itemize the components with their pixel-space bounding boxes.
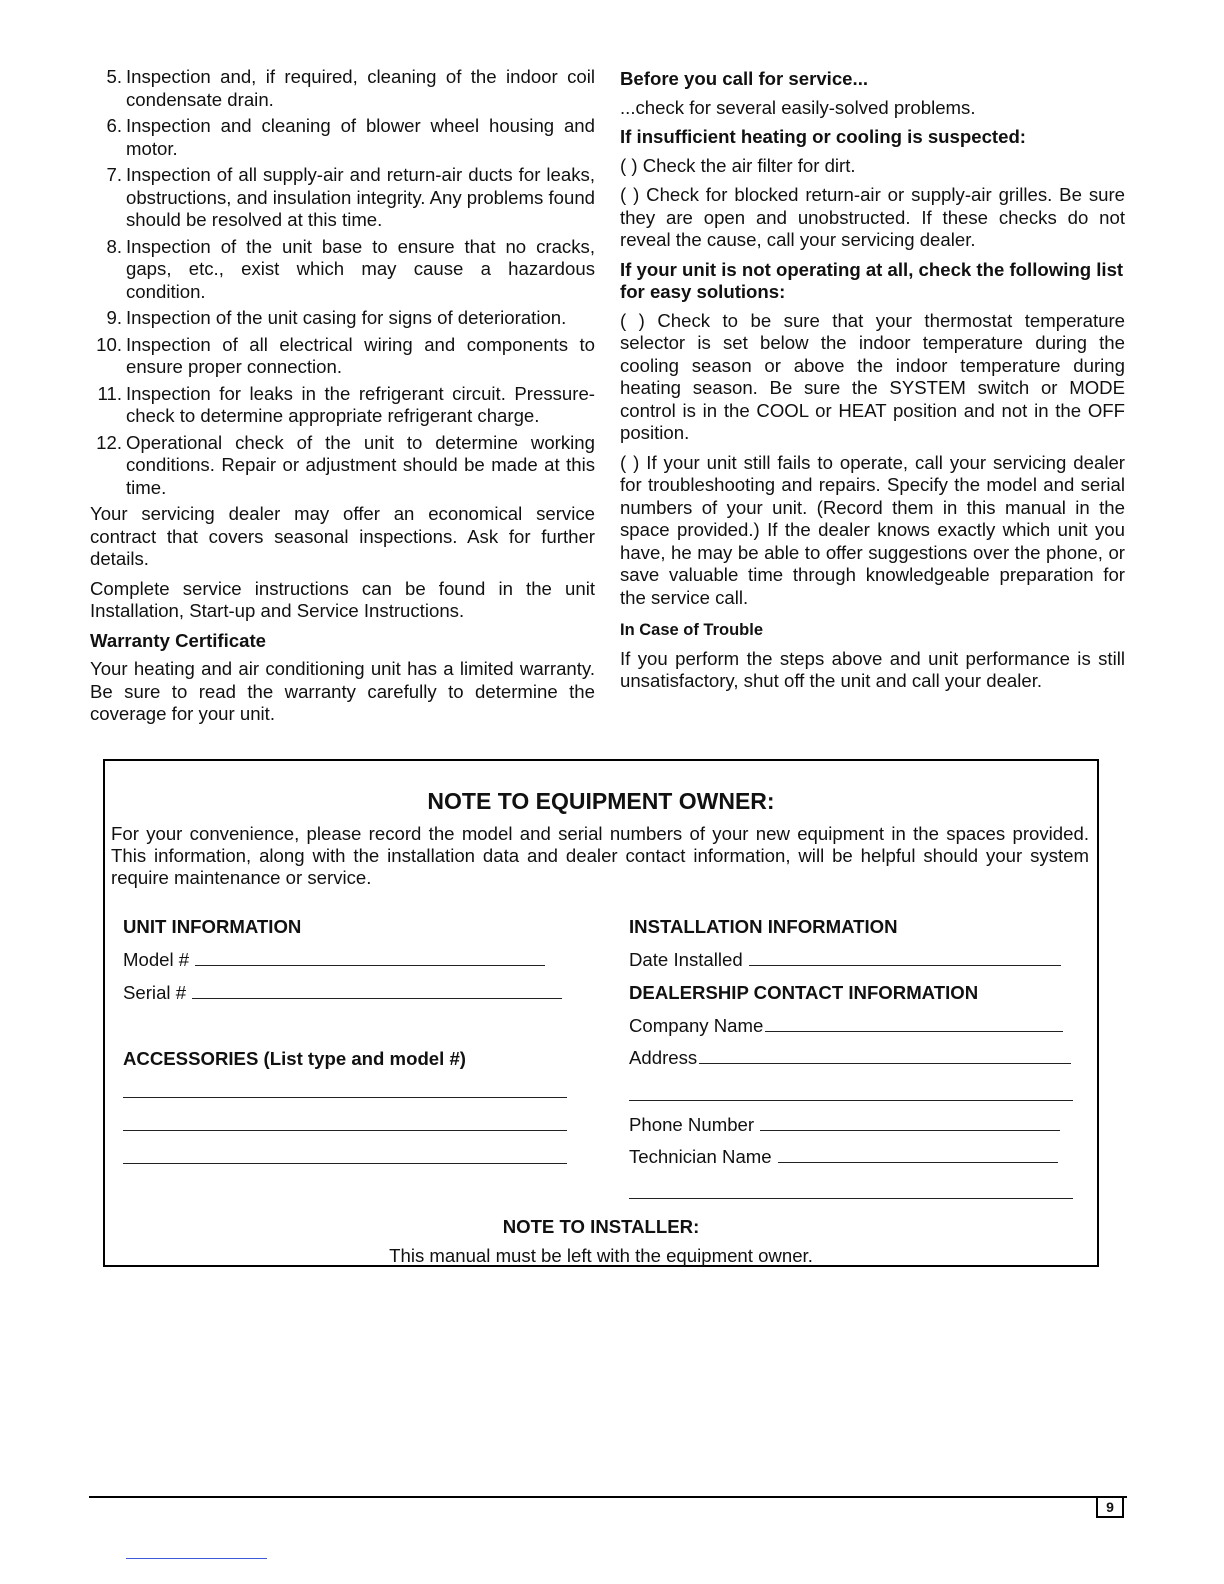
right-column [620,66,1125,700]
phone-number-blank-line [760,1114,1060,1131]
accessories-line [123,1097,567,1098]
note-intro: For your convenience, please record the model and serial numbers of your new equipment in the spaces provided. This information, along with the installation data and dealer contact information, will be helpful should your system require maintenance or service. [111,823,1089,888]
installer-text: This manual must be left with the equipment owner. [389,1245,813,1266]
check-thermostat-item: ( ) Check to be sure that your thermostat temperature selector is set below the indoor temperature during the cooling season or above the indoor temperature during heating season. Be sure the SYSTEM switch or MODE control is in the COOL or HEAT position and not in the OFF position. [620,309,1125,443]
check-grilles-item: ( ) Check for blocked return-air or supply-air grilles. Be sure they are open and unobstructed. If these checks do not reveal the cause, call your servicing dealer. [620,184,1125,250]
address-field [629,1047,1071,1069]
list-item: 7. Inspection of all supply-air and return-air ducts for leaks, obstructions, and insulation integrity. Any problems found should be resolved at this time. [106,164,595,230]
address-line [629,1100,1073,1101]
page-number: 9 [1096,1496,1124,1518]
address-blank-line [699,1047,1071,1064]
note-title: NOTE TO EQUIPMENT OWNER: [427,788,775,814]
service-instructions-paragraph: Complete service instructions can be found in the unit Installation, Start-up and Service Instructions. [90,577,595,621]
list-item: 5. Inspection and, if required, cleaning of the indoor coil condensate drain. [106,66,595,110]
before-service-text: ...check for several easily-solved problems. [620,96,976,118]
model-label: Model # [123,949,190,970]
footer-link-underline [126,1558,267,1559]
equipment-owner-note-box [103,759,1099,1267]
service-contract-paragraph: Your servicing dealer may offer an economical service contract that covers seasonal inspections. Ask for further details. [90,503,595,569]
technician-line [629,1198,1073,1199]
company-name-label: Company Name [629,1015,764,1036]
date-installed-label: Date Installed [629,949,743,970]
serial-field [123,982,562,1004]
accessories-heading: ACCESSORIES (List type and model #) [123,1048,467,1069]
install-info-heading: INSTALLATION INFORMATION [629,916,898,937]
inspection-list [90,66,595,499]
not-operating-heading: If your unit is not operating at all, check the following list for easy solutions: [620,258,1124,302]
check-filter-item: ( ) Check the air filter for dirt. [620,154,856,176]
model-blank-line [195,949,545,966]
list-item: 8. Inspection of the unit base to ensure that no cracks, gaps, etc., exist which may cause a hazardous condition. [106,235,595,302]
still-fails-item: ( ) If your unit still fails to operate, call your servicing dealer for troubleshooting and repairs. Specify the model and serial numbers of your unit. (Record them in this manual in the space provided.) If the dealer knows exactly which unit you have, he may be able to offer suggestions over the phone, or save valuable time through knowledgeable preparation for the service call. [620,451,1125,608]
left-column [90,66,595,733]
dealership-heading: DEALERSHIP CONTACT INFORMATION [629,982,979,1003]
accessories-line [123,1163,567,1164]
model-field [123,949,545,971]
unit-info-heading: UNIT INFORMATION [123,916,302,937]
warranty-heading: Warranty Certificate [90,629,267,651]
list-item: 10. Inspection of all electrical wiring and components to ensure proper connection. [96,333,595,377]
serial-blank-line [192,982,562,999]
serial-label: Serial # [123,982,187,1003]
technician-name-label: Technician Name [629,1146,772,1167]
footer-rule [89,1496,1127,1498]
list-item: 12. Operational check of the unit to determine working conditions. Repair or adjustment should be made at this time. [96,431,595,498]
insufficient-heading: If insufficient heating or cooling is suspected: [620,126,1027,147]
installer-heading: NOTE TO INSTALLER: [502,1216,700,1237]
technician-name-blank-line [778,1146,1058,1163]
list-item: 9. Inspection of the unit casing for signs of deterioration. [106,307,567,328]
trouble-paragraph: If you perform the steps above and unit performance is still unsatisfactory, shut off the unit and call your dealer. [620,647,1125,691]
address-label: Address [629,1047,698,1068]
warranty-paragraph: Your heating and air conditioning unit has a limited warranty. Be sure to read the warranty carefully to determine the coverage for your unit. [90,658,595,724]
company-name-field [629,1015,1063,1037]
phone-number-field [629,1114,1060,1136]
list-item: 11. Inspection for leaks in the refrigerant circuit. Pressure-check to determine appropriate refrigerant charge. [97,382,595,426]
company-name-blank-line [765,1015,1063,1032]
list-item: 6. Inspection and cleaning of blower wheel housing and motor. [106,115,595,159]
phone-number-label: Phone Number [629,1114,755,1135]
technician-name-field [629,1146,1058,1168]
date-installed-blank-line [749,949,1061,966]
date-installed-field [629,949,1061,971]
before-service-heading: Before you call for service... [620,68,869,89]
accessories-line [123,1130,567,1131]
trouble-heading: In Case of Trouble [620,621,764,639]
